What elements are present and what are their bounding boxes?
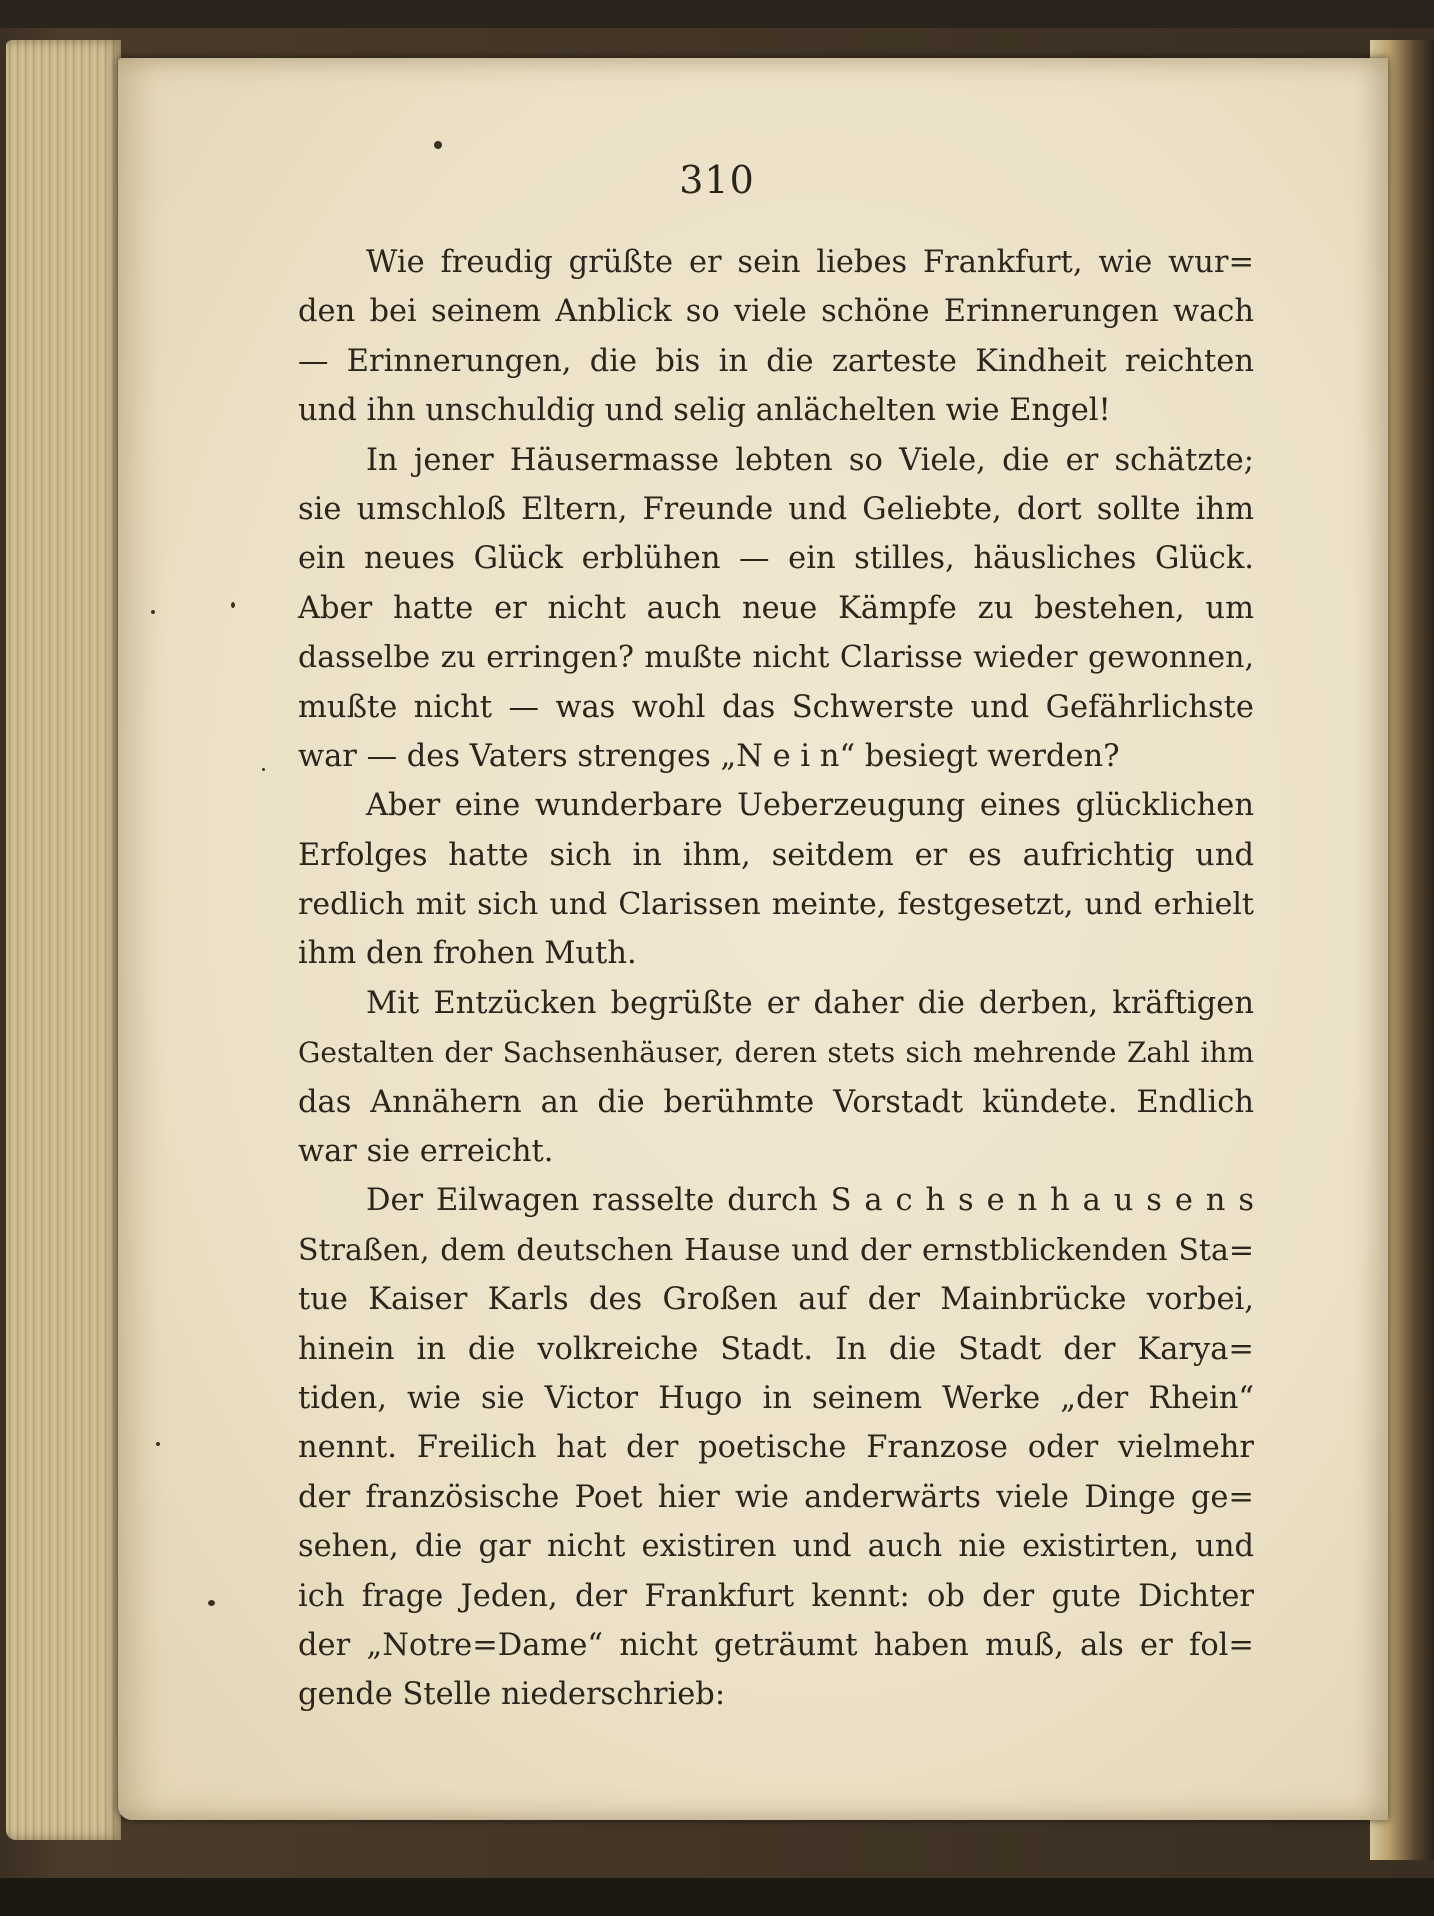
- text-line: redlich mit sich und Clarissen meinte, festgesetzt, und erhielt: [298, 887, 1254, 923]
- text-line: war sie erreicht.: [298, 1134, 554, 1170]
- text-line: Gestalten der Sachsenhäuser, deren stets sich mehrende Zahl ihm: [298, 1036, 1254, 1070]
- text-line: der französische Poet hier wie anderwärts viele Dinge ge=: [298, 1479, 1254, 1515]
- text-line: tiden, wie sie Victor Hugo in seinem Werke „der Rhein“: [298, 1380, 1254, 1416]
- text-line: ich frage Jeden, der Frankfurt kennt: ob der gute Dichter: [298, 1578, 1254, 1614]
- text-line: — Erinnerungen, die bis in die zarteste Kindheit reichten: [298, 343, 1254, 379]
- text-line: den bei seinem Anblick so viele schöne Erinnerungen wach: [298, 294, 1254, 330]
- text-line: nennt. Freilich hat der poetische Franzose oder vielmehr: [298, 1430, 1254, 1466]
- text-line: mußte nicht — was wohl das Schwerste und Gefährlichste: [298, 689, 1254, 725]
- text-line: gende Stelle niederschrieb:: [298, 1677, 726, 1713]
- text-line: Aber eine wunderbare Ueberzeugung eines glücklichen: [366, 788, 1254, 824]
- text-line: ein neues Glück erblühen — ein stilles, häusliches Glück.: [298, 541, 1254, 577]
- text-line: Mit Entzücken begrüßte er daher die derben, kräftigen: [366, 985, 1254, 1021]
- text-line: In jener Häusermasse lebten so Viele, die er schätzte;: [366, 442, 1254, 478]
- text-line: ihm den frohen Muth.: [298, 936, 637, 972]
- page-edges: [6, 40, 121, 1840]
- text-line: tue Kaiser Karls des Großen auf der Mainbrücke vorbei,: [298, 1282, 1254, 1318]
- text-line: sehen, die gar nicht existiren und auch nie existirten, und: [298, 1529, 1254, 1565]
- text-line: Straßen, dem deutschen Hause und der ernstblickenden Sta=: [298, 1232, 1254, 1268]
- text-line: sie umschloß Eltern, Freunde und Geliebte, dort sollte ihm: [298, 491, 1254, 527]
- text-line: hinein in die volkreiche Stadt. In die Stadt der Karya=: [298, 1331, 1254, 1367]
- text-line: das Annähern an die berühmte Vorstadt kündete. Endlich: [298, 1084, 1254, 1120]
- text-line: Erfolges hatte sich in ihm, seitdem er es aufrichtig und: [298, 837, 1254, 873]
- text-line: und ihn unschuldig und selig anlächelten wie Engel!: [298, 393, 1111, 429]
- text-line: der „Notre=Dame“ nicht geträumt haben muß, als er fol=: [298, 1627, 1254, 1663]
- page-number: 310: [679, 158, 755, 202]
- text-line: war — des Vaters strenges „N e i n“ besiegt werden?: [298, 738, 1120, 774]
- body-text: [298, 238, 1254, 1720]
- text-line: Aber hatte er nicht auch neue Kämpfe zu bestehen, um: [298, 590, 1254, 626]
- text-line: Wie freudig grüßte er sein liebes Frankfurt, wie wur=: [366, 245, 1254, 280]
- text-line: dasselbe zu erringen? mußte nicht Clarisse wieder gewonnen,: [298, 640, 1254, 676]
- text-line: Der Eilwagen rasselte durch S a c h s e n h a u s e n s: [366, 1183, 1254, 1219]
